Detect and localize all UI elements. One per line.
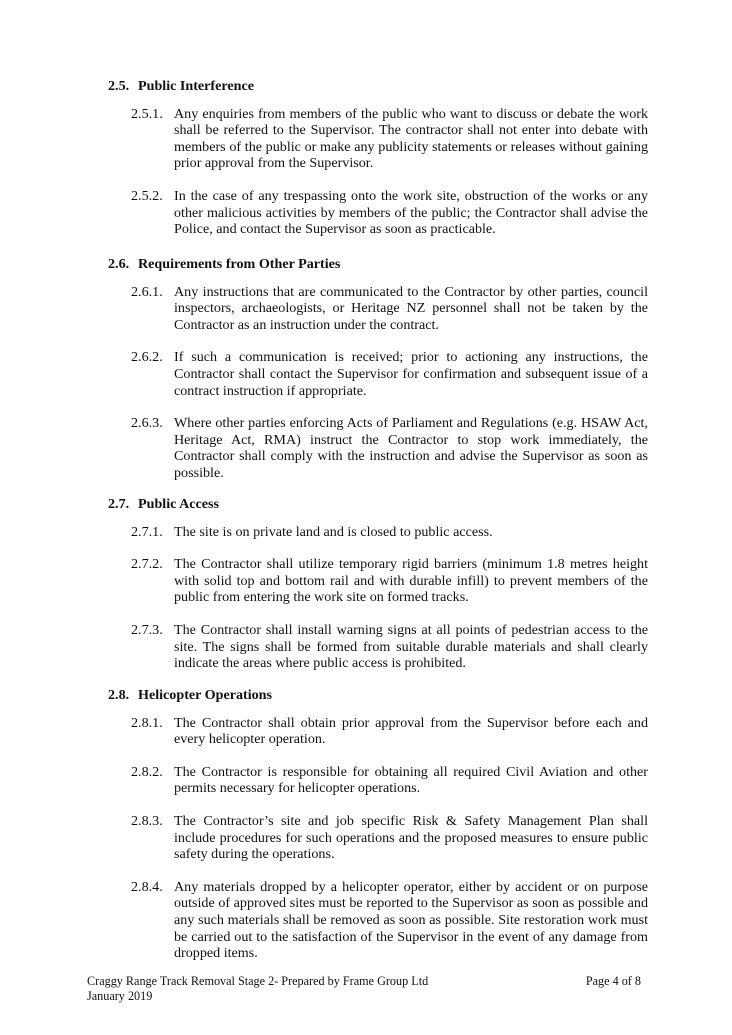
clause-number: 2.7.1. (131, 523, 163, 540)
section-requirements-other-parties (108, 256, 648, 482)
clause-number: 2.8.2. (131, 763, 163, 780)
section-public-interference (108, 78, 648, 238)
clause-text: The Contractor shall install warning signs at all points of pedestrian access to the site. The signs shall be formed from suitable durable materials and shall clearly indicate the areas where public access is prohibited. (174, 621, 648, 672)
clause-text: The Contractor shall obtain prior approval from the Supervisor before each and every helicopter operation. (174, 714, 648, 748)
clause-number: 2.7.3. (131, 621, 163, 638)
clause-number: 2.5.2. (131, 187, 163, 204)
clause-number: 2.7.2. (131, 556, 163, 573)
section-title: Public Access (138, 496, 220, 512)
clause-number: 2.8.1. (131, 714, 163, 731)
clause-number: 2.8.3. (131, 812, 163, 829)
section-public-access (108, 496, 648, 672)
footer-page-number: Page 4 of 8 (585, 974, 641, 988)
section-heading (108, 687, 648, 704)
clause-number: 2.5.1. (131, 105, 163, 122)
clause-text: Any instructions that are communicated to the Contractor by other parties, council inspectors, archaeologists, or Heritage NZ personnel shall not be taken by the Contractor as an instruction under the contract. (174, 283, 648, 333)
clause-text: Where other parties enforcing Acts of Parliament and Regulations (e.g. HSAW Act, Heritage Act, RMA) instruct the Contractor to stop work immediately, the Contractor shall comply with the instruction and advise the Supervisor as soon as possible. (174, 415, 648, 481)
section-heading (108, 496, 648, 513)
clause (108, 879, 648, 962)
clause-text: The Contractor’s site and job specific Risk & Safety Management Plan shall include procedures for such operations and the proposed measures to ensure public safety during the operations. (174, 812, 648, 863)
clause (108, 715, 648, 748)
clause-text: The site is on private land and is closed to public access. (174, 523, 493, 540)
clause (108, 106, 648, 172)
clause-number: 2.6.1. (131, 283, 163, 300)
clause (108, 284, 648, 334)
clause (108, 813, 648, 863)
section-title: Public Interference (138, 78, 254, 94)
section-heading (108, 256, 648, 273)
section-title: Helicopter Operations (138, 687, 273, 703)
section-helicopter-operations (108, 687, 648, 962)
section-number: 2.6. (108, 256, 130, 272)
clause-text: The Contractor is responsible for obtaining all required Civil Aviation and other permits necessary for helicopter operations. (174, 763, 648, 797)
clause (108, 622, 648, 672)
clause (108, 556, 648, 606)
clause-text: Any enquiries from members of the public who want to discuss or debate the work shall be referred to the Supervisor. The contractor shall not enter into debate with members of the public or make any publicity statements or releases without gaining prior approval from the Supervisor. (174, 105, 648, 172)
clause (108, 415, 648, 481)
clause-text: Any materials dropped by a helicopter operator, either by accident or on purpose outside of approved sites must be reported to the Supervisor as soon as possible and any such materials shall be removed as soon as possible. Site restoration work must be carried out to the satisfaction of the Supervisor in the event of any damage from dropped items. (174, 878, 648, 962)
clause-number: 2.6.3. (131, 415, 163, 432)
footer-date: January 2019 (87, 989, 153, 1003)
section-number: 2.8. (108, 687, 130, 703)
clause (108, 524, 648, 541)
section-number: 2.5. (108, 78, 130, 94)
footer-document-title: Craggy Range Track Removal Stage 2- Prepared by Frame Group Ltd (87, 974, 429, 988)
clause (108, 764, 648, 797)
section-number: 2.7. (108, 496, 130, 512)
clause-text: If such a communication is received; prior to actioning any instructions, the Contractor shall contact the Supervisor for confirmation and subsequent issue of a contract instruction if appropriate. (174, 349, 648, 399)
clause-text: The Contractor shall utilize temporary rigid barriers (minimum 1.8 metres height with solid top and bottom rail and with durable infill) to prevent members of the public from entering the work site on formed tracks. (174, 556, 648, 606)
clause-number: 2.6.2. (131, 349, 163, 366)
clause (108, 188, 648, 238)
clause-text: In the case of any trespassing onto the work site, obstruction of the works or any other malicious activities by members of the public; the Contractor shall advise the Police, and contact the Supervisor as soon as practicable. (174, 187, 648, 238)
clause-number: 2.8.4. (131, 878, 163, 895)
clause (108, 349, 648, 399)
section-heading (108, 78, 648, 95)
section-title: Requirements from Other Parties (138, 256, 341, 272)
